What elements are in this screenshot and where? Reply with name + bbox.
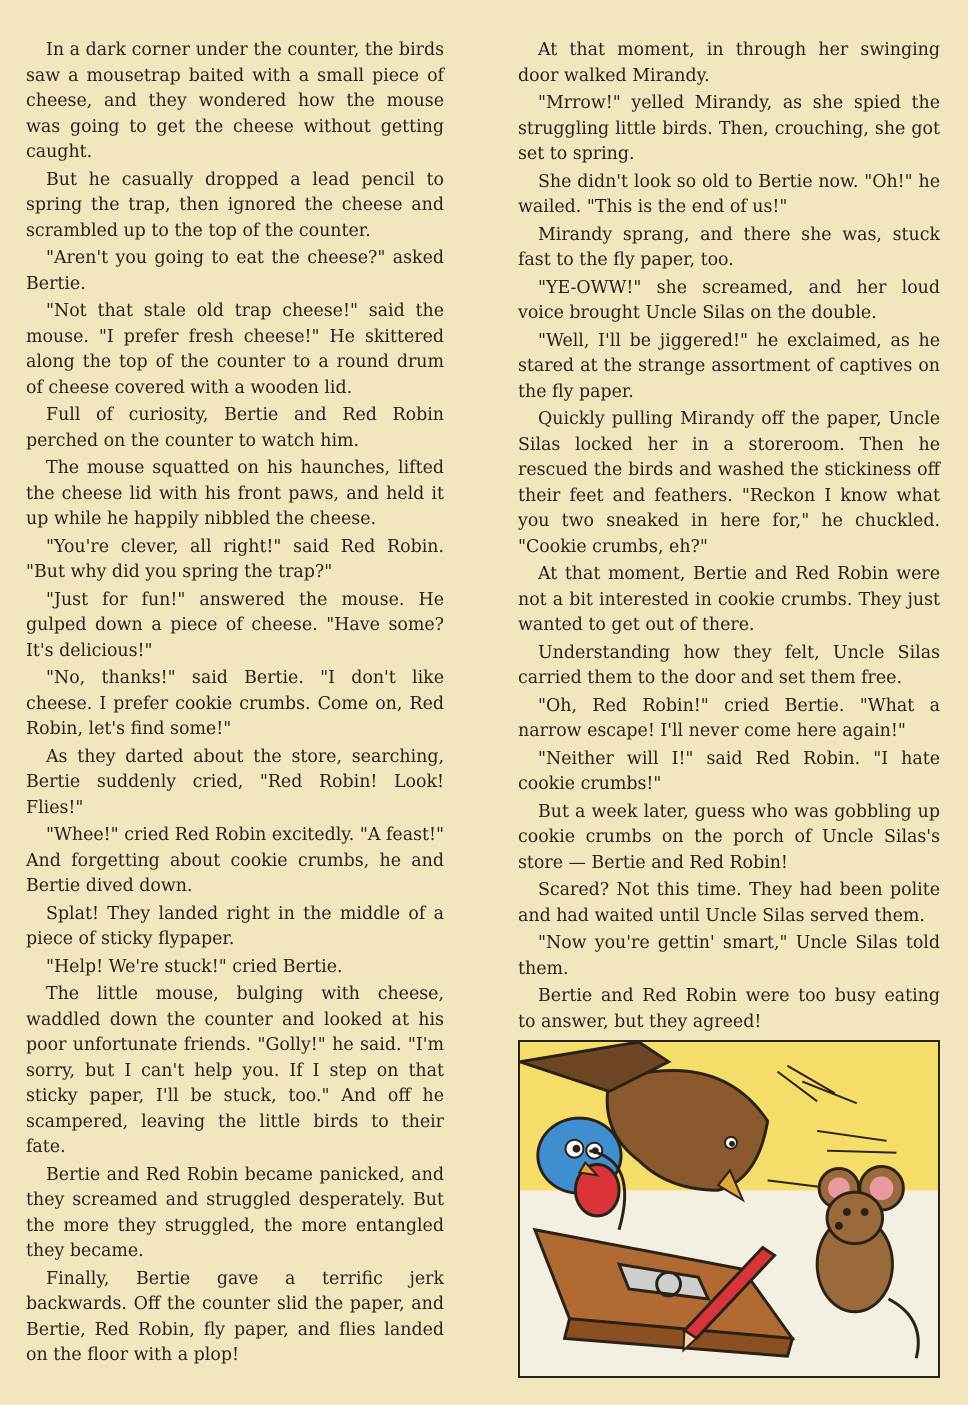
paragraph: "Whee!" cried Red Robin excitedly. "A feast!" And forgetting about cookie crumbs, he and Bertie dived down. bbox=[26, 825, 444, 896]
paragraph: "You're clever, all right!" said Red Robin. "But why did you spring the trap?" bbox=[26, 536, 444, 582]
paragraph: The little mouse, bulging with cheese, waddled down the counter and looked at his poor unfortunate friends. "Golly!" he said. "I'm sorry, but I can't help you. If I step on that sticky paper, I'll be stuck, too." And off he scampered, leaving the little birds to their fate. bbox=[26, 984, 444, 1157]
paragraph: In a dark corner under the counter, the birds saw a mousetrap baited with a small piece of cheese, and they wondered how the mouse was going to get the cheese without getting caught. bbox=[26, 40, 444, 162]
paragraph: "Well, I'll be jiggered!" he exclaimed, as he stared at the strange assortment of captives on the fly paper. bbox=[518, 330, 940, 402]
paragraph: Bertie and Red Robin were too busy eating to answer, but they agreed! bbox=[518, 986, 940, 1032]
paragraph: "YE-OWW!" she screamed, and her loud voice brought Uncle Silas on the double. bbox=[518, 277, 940, 323]
paragraph: Splat! They landed right in the middle of a piece of sticky flypaper. bbox=[26, 903, 444, 949]
paragraph: Finally, Bertie gave a terrific jerk backwards. Off the counter slid the paper, and Bertie, Red Robin, fly paper, and flies landed on the floor with a plop! bbox=[26, 1268, 444, 1365]
paragraph: "Just for fun!" answered the mouse. He gulped down a piece of cheese. "Have some? It's delicious!" bbox=[26, 589, 444, 661]
paragraph: At that moment, in through her swinging door walked Mirandy. bbox=[518, 40, 940, 86]
paragraph: As they darted about the store, searching, Bertie suddenly cried, "Red Robin! Look! Flies!" bbox=[26, 746, 444, 818]
paragraph: "Not that stale old trap cheese!" said the mouse. "I prefer fresh cheese!" He skittered along the top of the counter to a round drum of cheese covered with a wooden lid. bbox=[26, 301, 444, 398]
paragraph: At that moment, Bertie and Red Robin were not a bit interested in cookie crumbs. They just wanted to get out of there. bbox=[518, 564, 940, 635]
paragraph: "Neither will I!" said Red Robin. "I hate cookie crumbs!" bbox=[518, 748, 940, 794]
paragraph: But a week later, guess who was gobbling up cookie crumbs on the porch of Uncle Silas's store — Bertie and Red Robin! bbox=[518, 801, 940, 873]
paragraph: But he casually dropped a lead pencil to spring the trap, then ignored the cheese and scrambled up to the top of the counter. bbox=[26, 169, 444, 241]
paragraph: "No, thanks!" said Bertie. "I don't like cheese. I prefer cookie crumbs. Come on, Red Robin, let's find some!" bbox=[26, 668, 444, 739]
illustration-art bbox=[520, 1042, 938, 1376]
paragraph: Full of curiosity, Bertie and Red Robin perched on the counter to watch him. bbox=[26, 405, 444, 451]
paragraph: Scared? Not this time. They had been polite and had waited until Uncle Silas served them. bbox=[518, 880, 940, 926]
paragraph: "Oh, Red Robin!" cried Bertie. "What a narrow escape! I'll never come here again!" bbox=[518, 695, 940, 741]
paragraph: Quickly pulling Mirandy off the paper, Uncle Silas locked her in a storeroom. Then he rescued the birds and washed the stickiness off their feet and feathers. "Reckon I know what you two sneaked in here for," he chuckled. "Cookie crumbs, eh?" bbox=[518, 409, 940, 557]
paragraph: "Mrrow!" yelled Mirandy, as she spied the struggling little birds. Then, crouching, she got set to spring. bbox=[518, 93, 940, 164]
paragraph: Mirandy sprang, and there she was, stuck fast to the fly paper, too. bbox=[518, 224, 940, 270]
paragraph: "Aren't you going to eat the cheese?" asked Bertie. bbox=[26, 248, 444, 294]
paragraph: Bertie and Red Robin became panicked, and they screamed and struggled desperately. But the more they struggled, the more entangled they became. bbox=[26, 1164, 444, 1261]
paragraph: "Now you're gettin' smart," Uncle Silas told them. bbox=[518, 933, 940, 979]
story-illustration bbox=[518, 1040, 940, 1378]
paragraph: The mouse squatted on his haunches, lifted the cheese lid with his front paws, and held it up while he happily nibbled the cheese. bbox=[26, 458, 444, 529]
right-column bbox=[518, 38, 940, 1037]
paragraph: Understanding how they felt, Uncle Silas carried them to the door and set them free. bbox=[518, 642, 940, 688]
left-column bbox=[26, 38, 444, 1371]
paragraph: "Help! We're stuck!" cried Bertie. bbox=[46, 956, 343, 977]
paragraph: She didn't look so old to Bertie now. "Oh!" he wailed. "This is the end of us!" bbox=[518, 171, 940, 217]
